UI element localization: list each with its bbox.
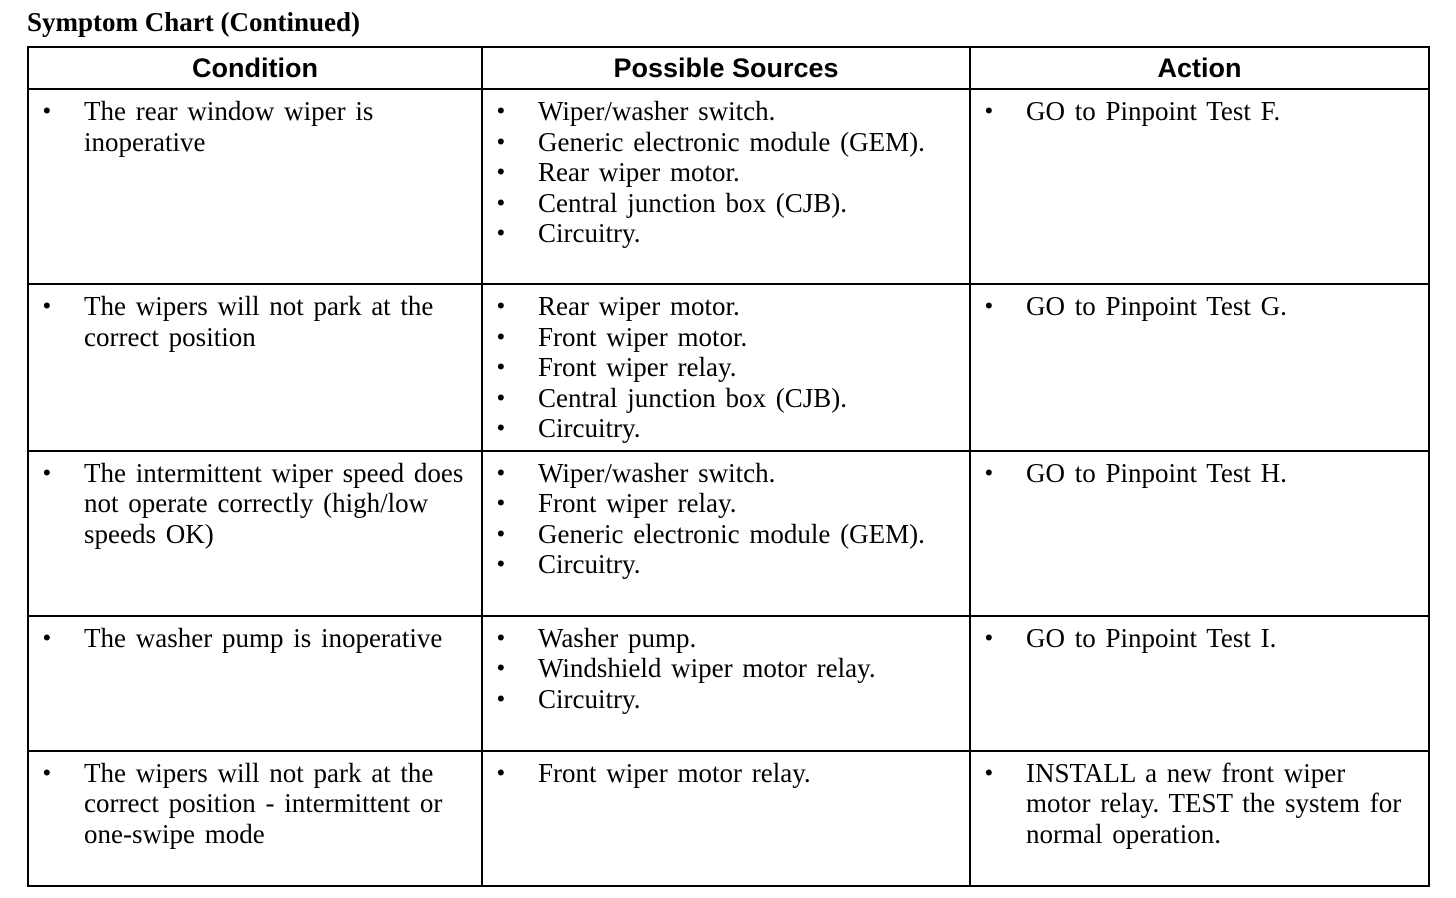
- symptom-chart-table: [27, 46, 1430, 887]
- list-item: • Front wiper relay.: [483, 352, 959, 383]
- list-item: • Wiper/washer switch.: [483, 96, 959, 127]
- condition-list: [29, 758, 471, 850]
- document-title: Symptom Chart (Continued): [27, 7, 361, 37]
- table-row: [28, 751, 1429, 886]
- list-item: • Front wiper relay.: [483, 488, 959, 519]
- list-item: • Rear wiper motor.: [483, 291, 959, 322]
- list-item: • The washer pump is inoperative: [29, 623, 471, 654]
- list-item: • Front wiper motor.: [483, 322, 959, 353]
- action-cell: [970, 89, 1429, 284]
- table-row: [28, 89, 1429, 284]
- condition-cell: [28, 751, 482, 886]
- list-item: • The wipers will not park at the correct position - intermittent or one-swipe mode: [29, 758, 471, 850]
- action-cell: [970, 451, 1429, 616]
- sources-list: [483, 458, 959, 580]
- list-item: • The wipers will not park at the correct position: [29, 291, 471, 352]
- table-row: [28, 284, 1429, 451]
- sources-cell: [482, 89, 970, 284]
- list-item: • Generic electronic module (GEM).: [483, 519, 959, 550]
- list-item: • INSTALL a new front wiper motor relay. TEST the system for normal operation.: [971, 758, 1418, 850]
- list-item: • Windshield wiper motor relay.: [483, 653, 959, 684]
- condition-list: [29, 458, 471, 550]
- condition-cell: [28, 451, 482, 616]
- list-item: • Rear wiper motor.: [483, 157, 959, 188]
- condition-cell: [28, 89, 482, 284]
- sources-cell: [482, 616, 970, 751]
- condition-cell: [28, 284, 482, 451]
- sources-list: [483, 758, 959, 789]
- list-item: • Circuitry.: [483, 549, 959, 580]
- list-item: • The intermittent wiper speed does not operate correctly (high/low speeds OK): [29, 458, 471, 550]
- list-item: • GO to Pinpoint Test G.: [971, 291, 1418, 322]
- table-row: [28, 451, 1429, 616]
- column-header-condition: Condition: [28, 47, 482, 89]
- list-item: • Central junction box (CJB).: [483, 188, 959, 219]
- condition-list: [29, 96, 471, 157]
- action-list: [971, 291, 1418, 322]
- list-item: • GO to Pinpoint Test H.: [971, 458, 1418, 489]
- list-item: • Circuitry.: [483, 218, 959, 249]
- action-cell: [970, 284, 1429, 451]
- list-item: • Central junction box (CJB).: [483, 383, 959, 414]
- sources-cell: [482, 751, 970, 886]
- list-item: • GO to Pinpoint Test I.: [971, 623, 1418, 654]
- list-item: • Generic electronic module (GEM).: [483, 127, 959, 158]
- action-cell: [970, 616, 1429, 751]
- list-item: • Front wiper motor relay.: [483, 758, 959, 789]
- column-header-action: Action: [970, 47, 1429, 89]
- list-item: • Circuitry.: [483, 413, 959, 444]
- table-header-row: [28, 47, 1429, 89]
- condition-list: [29, 623, 471, 654]
- list-item: • Wiper/washer switch.: [483, 458, 959, 489]
- sources-list: [483, 623, 959, 715]
- action-list: [971, 758, 1418, 850]
- sources-cell: [482, 451, 970, 616]
- list-item: • Washer pump.: [483, 623, 959, 654]
- column-header-possible-sources: Possible Sources: [482, 47, 970, 89]
- condition-cell: [28, 616, 482, 751]
- list-item: • Circuitry.: [483, 684, 959, 715]
- action-list: [971, 623, 1418, 654]
- list-item: • The rear window wiper is inoperative: [29, 96, 471, 157]
- action-list: [971, 96, 1418, 127]
- sources-list: [483, 96, 959, 249]
- sources-cell: [482, 284, 970, 451]
- condition-list: [29, 291, 471, 352]
- action-cell: [970, 751, 1429, 886]
- action-list: [971, 458, 1418, 489]
- list-item: • GO to Pinpoint Test F.: [971, 96, 1418, 127]
- table-row: [28, 616, 1429, 751]
- sources-list: [483, 291, 959, 444]
